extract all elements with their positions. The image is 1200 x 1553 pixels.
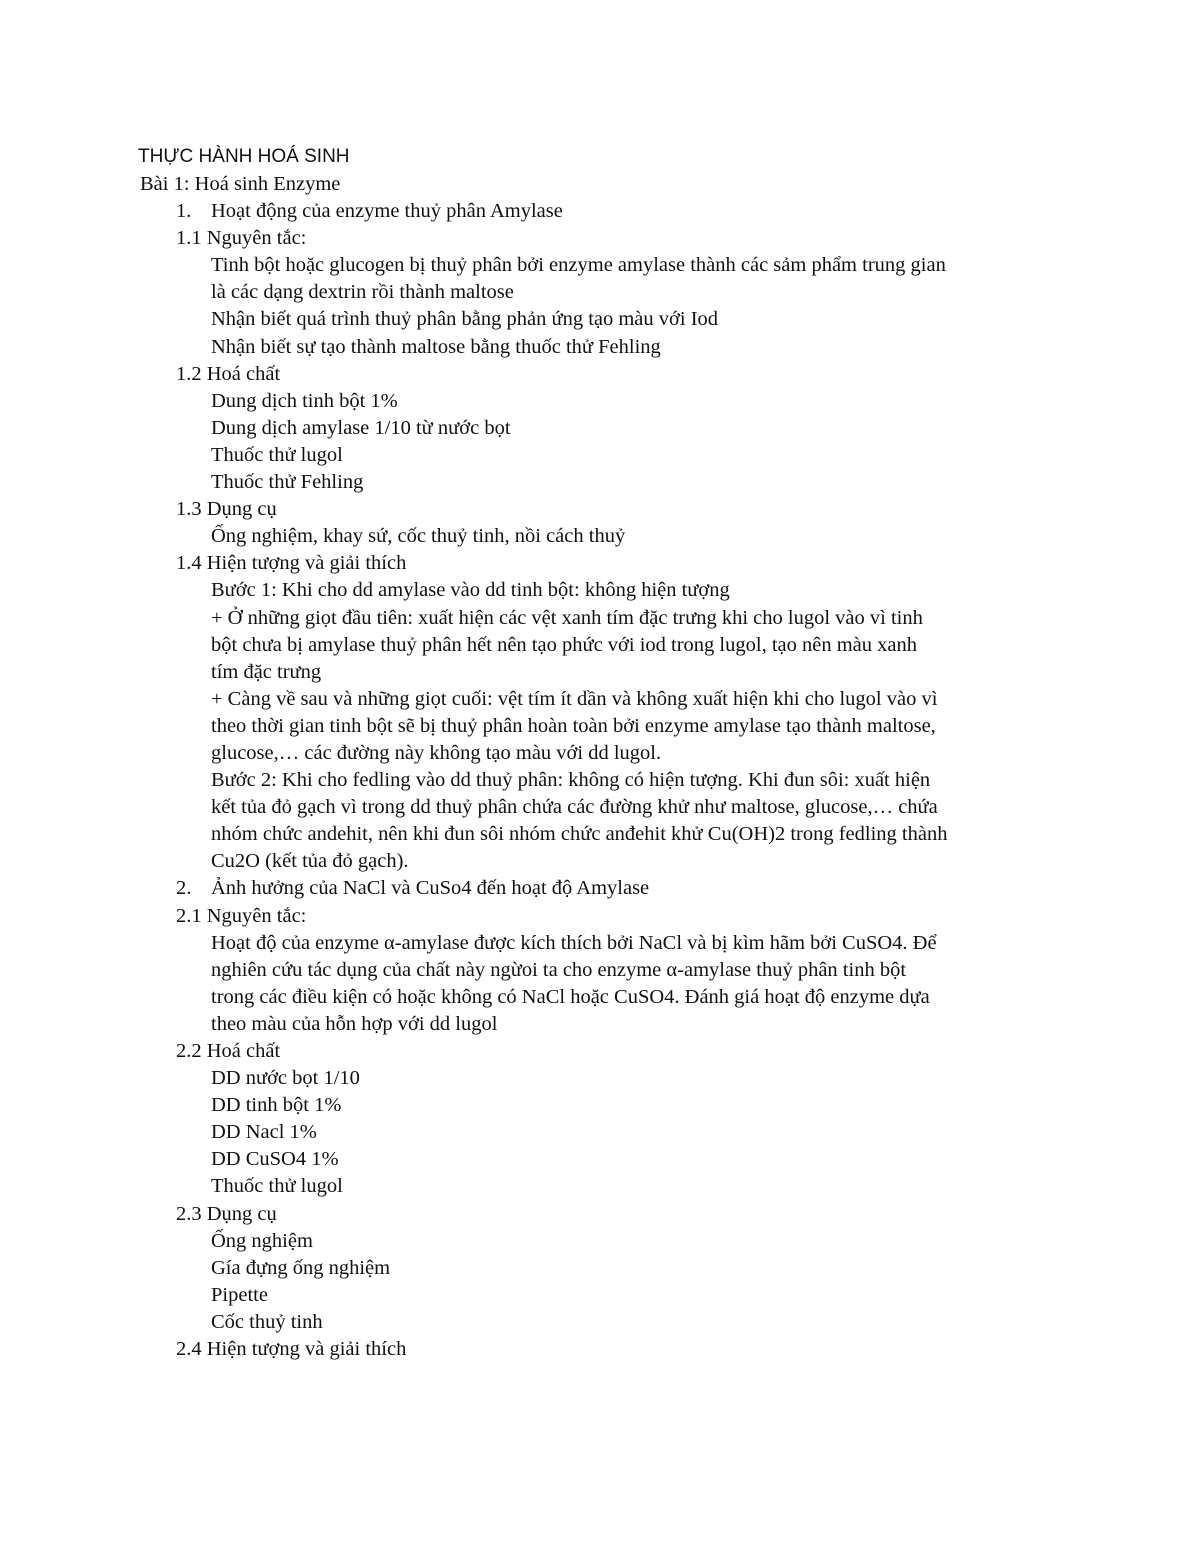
phenomena-1-line: Bước 2: Khi cho fedling vào dd thuỷ phân: không có hiện tượng. Khi đun sôi: xuất hiện (211, 769, 931, 792)
equipment-item: Cốc thuỷ tinh (211, 1310, 323, 1333)
principle-2-line: nghiên cứu tác dụng của chất này ngừoi ta cho enzyme α-amylase thuỷ phân tinh bột (211, 958, 907, 981)
equipment-item: Ống nghiệm (211, 1229, 313, 1252)
phenomena-1-line: Bước 1: Khi cho dd amylase vào dd tinh bột: không hiện tượng (211, 579, 730, 602)
lesson-heading: Bài 1: Hoá sinh Enzyme (140, 173, 341, 195)
phenomena-1-line: bột chưa bị amylase thuỷ phân hết nên tạo phức với iod trong lugol, tạo nên màu xanh (211, 633, 917, 656)
principle-1-line: Nhận biết sự tạo thành maltose bằng thuốc thử Fehling (211, 335, 661, 358)
subsection-2-3-heading: 2.3 Dụng cụ (176, 1202, 277, 1225)
principle-1-line: Tinh bột hoặc glucogen bị thuỷ phân bởi enzyme amylase thành các sảm phẩm trung gian (211, 254, 946, 277)
phenomena-1-line: tím đặc trưng (211, 660, 322, 683)
chemical-item: Dung dịch tinh bột 1% (211, 389, 398, 412)
document-body (0, 171, 1200, 1363)
principle-1-line: là các dạng dextrin rồi thành maltose (211, 281, 514, 304)
equipment-item: Ống nghiệm, khay sứ, cốc thuỷ tinh, nồi cách thuỷ (211, 525, 626, 548)
section-1-title: Hoạt động của enzyme thuỷ phân Amylase (211, 200, 563, 223)
subsection-1-4-heading: 1.4 Hiện tượng và giải thích (176, 552, 407, 575)
equipment-item: Gía đựng ống nghiệm (211, 1256, 391, 1279)
chemical-item: Thuốc thử lugol (211, 1175, 343, 1198)
chemical-item: DD CuSO4 1% (211, 1148, 339, 1171)
phenomena-1-line: + Càng về sau và những giọt cuối: vệt tím ít dần và không xuất hiện khi cho lugol vào vì (211, 687, 938, 710)
equipment-item: Pipette (211, 1283, 268, 1306)
chemical-item: DD nước bọt 1/10 (211, 1067, 360, 1090)
subsection-2-2-heading: 2.2 Hoá chất (176, 1040, 281, 1062)
phenomena-1-line: kết tủa đỏ gạch vì trong dd thuỷ phân chứa các đường khử như maltose, glucose,… chứa (211, 796, 938, 819)
section-2-heading (0, 875, 1200, 902)
principle-1-line: Nhận biết quá trình thuỷ phân bằng phản ứng tạo màu với Iod (211, 308, 719, 331)
phenomena-1-line: + Ở những giọt đầu tiên: xuất hiện các vệt xanh tím đặc trưng khi cho lugol vào vì tinh (211, 606, 923, 629)
section-2-number: 2. (176, 877, 192, 900)
subsection-2-1-heading: 2.1 Nguyên tắc: (176, 904, 307, 927)
subsection-1-3-heading: 1.3 Dụng cụ (176, 498, 277, 521)
phenomena-1-line: theo thời gian tinh bột sẽ bị thuỷ phân hoàn toàn bởi enzyme amylase tạo thành maltose, (211, 714, 936, 737)
chemical-item: DD Nacl 1% (211, 1121, 317, 1144)
chemical-item: Thuốc thử Fehling (211, 471, 364, 494)
principle-2-line: trong các điều kiện có hoặc không có NaCl hoặc CuSO4. Đánh giá hoạt độ enzyme dựa (211, 985, 930, 1008)
phenomena-1-line: Cu2O (kết tủa đỏ gạch). (211, 850, 409, 873)
chemical-item: DD tinh bột 1% (211, 1094, 342, 1117)
subsection-2-4-heading: 2.4 Hiện tượng và giải thích (176, 1338, 407, 1361)
principle-2-line: theo màu của hỗn hợp với dd lugol (211, 1012, 498, 1035)
phenomena-1-line: glucose,… các đường này không tạo màu với dd lugol. (211, 741, 662, 764)
subsection-1-2-heading: 1.2 Hoá chất (176, 362, 281, 385)
section-1-number: 1. (176, 200, 192, 223)
section-1-heading (0, 198, 1200, 225)
subsection-1-1-heading: 1.1 Nguyên tắc: (176, 227, 307, 250)
phenomena-1-line: nhóm chức andehit, nên khi đun sôi nhóm chức anđehit khử Cu(OH)2 trong fedling thành (211, 823, 948, 846)
document-title: THỰC HÀNH HOÁ SINH (138, 146, 350, 167)
principle-2-line: Hoạt độ của enzyme α-amylase được kích thích bởi NaCl và bị kìm hãm bởi CuSO4. Để (211, 931, 937, 954)
chemical-item: Thuốc thử lugol (211, 443, 343, 466)
section-2-title: Ảnh hưởng của NaCl và CuSo4 đến hoạt độ Amylase (211, 877, 650, 900)
chemical-item: Dung dịch amylase 1/10 từ nước bọt (211, 416, 511, 439)
